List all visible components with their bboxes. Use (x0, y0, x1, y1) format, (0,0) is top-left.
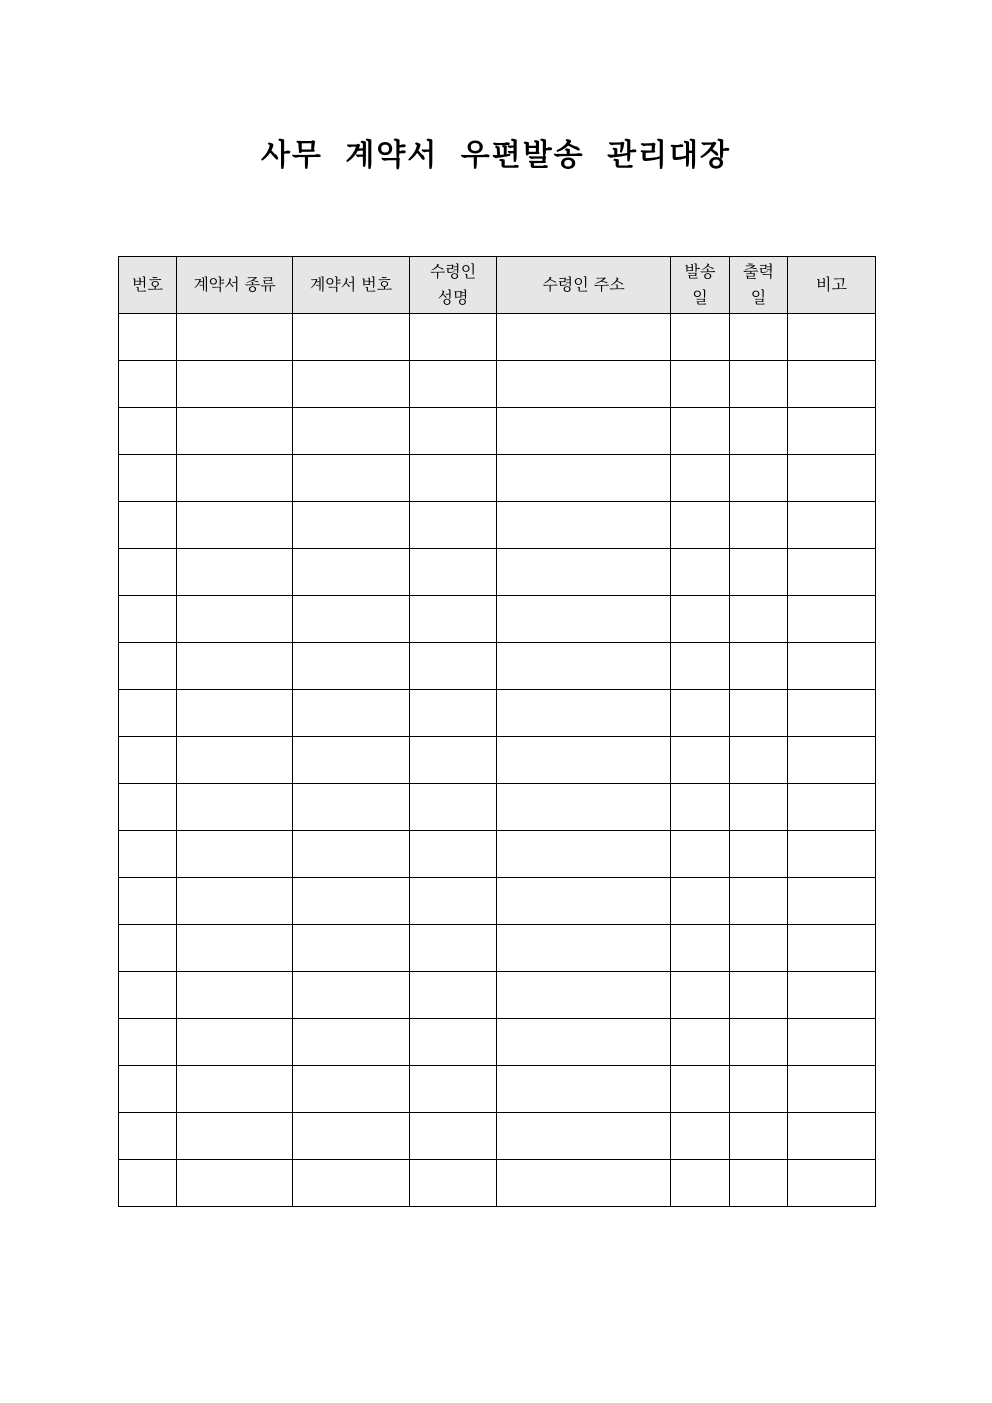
table-row (119, 1113, 876, 1160)
cell-dispatch-date[interactable] (671, 737, 730, 784)
cell-contract-number[interactable] (293, 549, 410, 596)
cell-number[interactable] (119, 925, 177, 972)
cell-number[interactable] (119, 408, 177, 455)
cell-dispatch-date[interactable] (671, 596, 730, 643)
cell-recipient-address[interactable] (497, 361, 671, 408)
cell-print-date[interactable] (730, 361, 788, 408)
cell-print-date[interactable] (730, 455, 788, 502)
header-recipient-address: 수령인 주소 (497, 257, 671, 314)
cell-number[interactable] (119, 314, 177, 361)
cell-number[interactable] (119, 1019, 177, 1066)
table-row (119, 1160, 876, 1207)
cell-contract-number[interactable] (293, 455, 410, 502)
table-row (119, 831, 876, 878)
cell-contract-type[interactable] (177, 1113, 293, 1160)
table-row (119, 408, 876, 455)
cell-dispatch-date[interactable] (671, 925, 730, 972)
cell-contract-type[interactable] (177, 643, 293, 690)
cell-remarks[interactable] (788, 737, 876, 784)
cell-recipient-address[interactable] (497, 878, 671, 925)
table-row (119, 361, 876, 408)
cell-contract-type[interactable] (177, 314, 293, 361)
cell-recipient-name[interactable] (410, 1019, 497, 1066)
cell-recipient-name[interactable] (410, 784, 497, 831)
cell-contract-type[interactable] (177, 784, 293, 831)
cell-number[interactable] (119, 455, 177, 502)
cell-number[interactable] (119, 831, 177, 878)
mail-dispatch-ledger-table (118, 256, 876, 1207)
cell-recipient-address[interactable] (497, 549, 671, 596)
table-row (119, 737, 876, 784)
cell-recipient-address[interactable] (497, 972, 671, 1019)
cell-print-date[interactable] (730, 1019, 788, 1066)
cell-number[interactable] (119, 1160, 177, 1207)
cell-dispatch-date[interactable] (671, 1066, 730, 1113)
cell-contract-type[interactable] (177, 690, 293, 737)
cell-contract-type[interactable] (177, 972, 293, 1019)
cell-remarks[interactable] (788, 1160, 876, 1207)
cell-dispatch-date[interactable] (671, 1160, 730, 1207)
cell-remarks[interactable] (788, 596, 876, 643)
cell-print-date[interactable] (730, 784, 788, 831)
cell-recipient-name[interactable] (410, 878, 497, 925)
cell-contract-number[interactable] (293, 1066, 410, 1113)
cell-remarks[interactable] (788, 408, 876, 455)
cell-recipient-name[interactable] (410, 972, 497, 1019)
cell-number[interactable] (119, 972, 177, 1019)
header-print-date: 출력 일 (730, 257, 788, 314)
cell-contract-number[interactable] (293, 737, 410, 784)
cell-remarks[interactable] (788, 361, 876, 408)
cell-contract-number[interactable] (293, 1019, 410, 1066)
cell-contract-type[interactable] (177, 455, 293, 502)
cell-recipient-name[interactable] (410, 643, 497, 690)
cell-contract-type[interactable] (177, 1019, 293, 1066)
cell-recipient-address[interactable] (497, 643, 671, 690)
cell-number[interactable] (119, 502, 177, 549)
cell-recipient-name[interactable] (410, 1113, 497, 1160)
cell-print-date[interactable] (730, 925, 788, 972)
cell-contract-type[interactable] (177, 361, 293, 408)
cell-contract-number[interactable] (293, 643, 410, 690)
cell-remarks[interactable] (788, 690, 876, 737)
cell-recipient-name[interactable] (410, 549, 497, 596)
cell-contract-number[interactable] (293, 784, 410, 831)
cell-dispatch-date[interactable] (671, 408, 730, 455)
header-remarks: 비고 (788, 257, 876, 314)
cell-number[interactable] (119, 690, 177, 737)
cell-recipient-address[interactable] (497, 1066, 671, 1113)
cell-remarks[interactable] (788, 784, 876, 831)
cell-remarks[interactable] (788, 878, 876, 925)
cell-contract-number[interactable] (293, 878, 410, 925)
cell-recipient-address[interactable] (497, 502, 671, 549)
cell-remarks[interactable] (788, 314, 876, 361)
cell-contract-number[interactable] (293, 925, 410, 972)
cell-recipient-name[interactable] (410, 361, 497, 408)
cell-contract-type[interactable] (177, 737, 293, 784)
cell-dispatch-date[interactable] (671, 455, 730, 502)
cell-number[interactable] (119, 1066, 177, 1113)
cell-remarks[interactable] (788, 1113, 876, 1160)
header-contract-type: 계약서 종류 (177, 257, 293, 314)
cell-print-date[interactable] (730, 878, 788, 925)
page-title: 사무 계약서 우편발송 관리대장 (260, 138, 732, 173)
cell-recipient-address[interactable] (497, 596, 671, 643)
cell-remarks[interactable] (788, 643, 876, 690)
cell-recipient-name[interactable] (410, 314, 497, 361)
cell-contract-number[interactable] (293, 1113, 410, 1160)
cell-contract-number[interactable] (293, 1160, 410, 1207)
cell-contract-number[interactable] (293, 831, 410, 878)
cell-print-date[interactable] (730, 690, 788, 737)
cell-print-date[interactable] (730, 972, 788, 1019)
cell-remarks[interactable] (788, 1066, 876, 1113)
table-row (119, 690, 876, 737)
cell-dispatch-date[interactable] (671, 502, 730, 549)
cell-contract-type[interactable] (177, 878, 293, 925)
cell-dispatch-date[interactable] (671, 1113, 730, 1160)
cell-remarks[interactable] (788, 455, 876, 502)
cell-print-date[interactable] (730, 1066, 788, 1113)
cell-print-date[interactable] (730, 408, 788, 455)
cell-dispatch-date[interactable] (671, 549, 730, 596)
cell-recipient-address[interactable] (497, 1113, 671, 1160)
table-row (119, 784, 876, 831)
cell-contract-number[interactable] (293, 314, 410, 361)
cell-print-date[interactable] (730, 596, 788, 643)
cell-contract-type[interactable] (177, 549, 293, 596)
table-row (119, 502, 876, 549)
cell-print-date[interactable] (730, 314, 788, 361)
table-row (119, 643, 876, 690)
table-row (119, 1066, 876, 1113)
cell-contract-type[interactable] (177, 831, 293, 878)
cell-recipient-address[interactable] (497, 784, 671, 831)
table-row (119, 972, 876, 1019)
cell-recipient-name[interactable] (410, 737, 497, 784)
cell-contract-type[interactable] (177, 596, 293, 643)
cell-number[interactable] (119, 1113, 177, 1160)
cell-print-date[interactable] (730, 1160, 788, 1207)
cell-recipient-address[interactable] (497, 1019, 671, 1066)
cell-contract-type[interactable] (177, 502, 293, 549)
cell-dispatch-date[interactable] (671, 690, 730, 737)
cell-recipient-name[interactable] (410, 690, 497, 737)
table-row (119, 1019, 876, 1066)
cell-dispatch-date[interactable] (671, 1019, 730, 1066)
table-row (119, 314, 876, 361)
table-row (119, 925, 876, 972)
cell-recipient-name[interactable] (410, 596, 497, 643)
cell-print-date[interactable] (730, 737, 788, 784)
cell-recipient-address[interactable] (497, 690, 671, 737)
cell-recipient-address[interactable] (497, 925, 671, 972)
cell-number[interactable] (119, 596, 177, 643)
header-dispatch-date: 발송 일 (671, 257, 730, 314)
cell-recipient-name[interactable] (410, 1066, 497, 1113)
table-header-row (119, 257, 876, 314)
cell-recipient-name[interactable] (410, 502, 497, 549)
cell-contract-number[interactable] (293, 502, 410, 549)
cell-dispatch-date[interactable] (671, 831, 730, 878)
table-row (119, 878, 876, 925)
header-recipient-name: 수령인 성명 (410, 257, 497, 314)
cell-dispatch-date[interactable] (671, 878, 730, 925)
cell-contract-type[interactable] (177, 408, 293, 455)
cell-number[interactable] (119, 549, 177, 596)
cell-print-date[interactable] (730, 1113, 788, 1160)
cell-number[interactable] (119, 643, 177, 690)
cell-contract-type[interactable] (177, 1066, 293, 1113)
table-body (119, 314, 876, 1207)
cell-print-date[interactable] (730, 643, 788, 690)
cell-recipient-address[interactable] (497, 408, 671, 455)
cell-remarks[interactable] (788, 549, 876, 596)
table-row (119, 549, 876, 596)
cell-contract-type[interactable] (177, 1160, 293, 1207)
cell-dispatch-date[interactable] (671, 314, 730, 361)
cell-contract-type[interactable] (177, 925, 293, 972)
cell-remarks[interactable] (788, 925, 876, 972)
cell-contract-number[interactable] (293, 596, 410, 643)
cell-contract-number[interactable] (293, 408, 410, 455)
cell-remarks[interactable] (788, 1019, 876, 1066)
cell-dispatch-date[interactable] (671, 361, 730, 408)
cell-remarks[interactable] (788, 502, 876, 549)
cell-recipient-address[interactable] (497, 737, 671, 784)
cell-recipient-address[interactable] (497, 831, 671, 878)
cell-number[interactable] (119, 784, 177, 831)
table-row (119, 455, 876, 502)
cell-dispatch-date[interactable] (671, 972, 730, 1019)
cell-number[interactable] (119, 737, 177, 784)
header-contract-number: 계약서 번호 (293, 257, 410, 314)
cell-print-date[interactable] (730, 549, 788, 596)
cell-print-date[interactable] (730, 502, 788, 549)
cell-recipient-address[interactable] (497, 1160, 671, 1207)
cell-recipient-address[interactable] (497, 314, 671, 361)
table-row (119, 596, 876, 643)
cell-remarks[interactable] (788, 972, 876, 1019)
cell-dispatch-date[interactable] (671, 643, 730, 690)
cell-recipient-address[interactable] (497, 455, 671, 502)
cell-contract-number[interactable] (293, 972, 410, 1019)
header-number: 번호 (119, 257, 177, 314)
cell-contract-number[interactable] (293, 690, 410, 737)
cell-recipient-name[interactable] (410, 1160, 497, 1207)
cell-number[interactable] (119, 361, 177, 408)
cell-dispatch-date[interactable] (671, 784, 730, 831)
cell-contract-number[interactable] (293, 361, 410, 408)
cell-number[interactable] (119, 878, 177, 925)
cell-remarks[interactable] (788, 831, 876, 878)
cell-recipient-name[interactable] (410, 925, 497, 972)
cell-recipient-name[interactable] (410, 408, 497, 455)
cell-recipient-name[interactable] (410, 455, 497, 502)
cell-recipient-name[interactable] (410, 831, 497, 878)
cell-print-date[interactable] (730, 831, 788, 878)
